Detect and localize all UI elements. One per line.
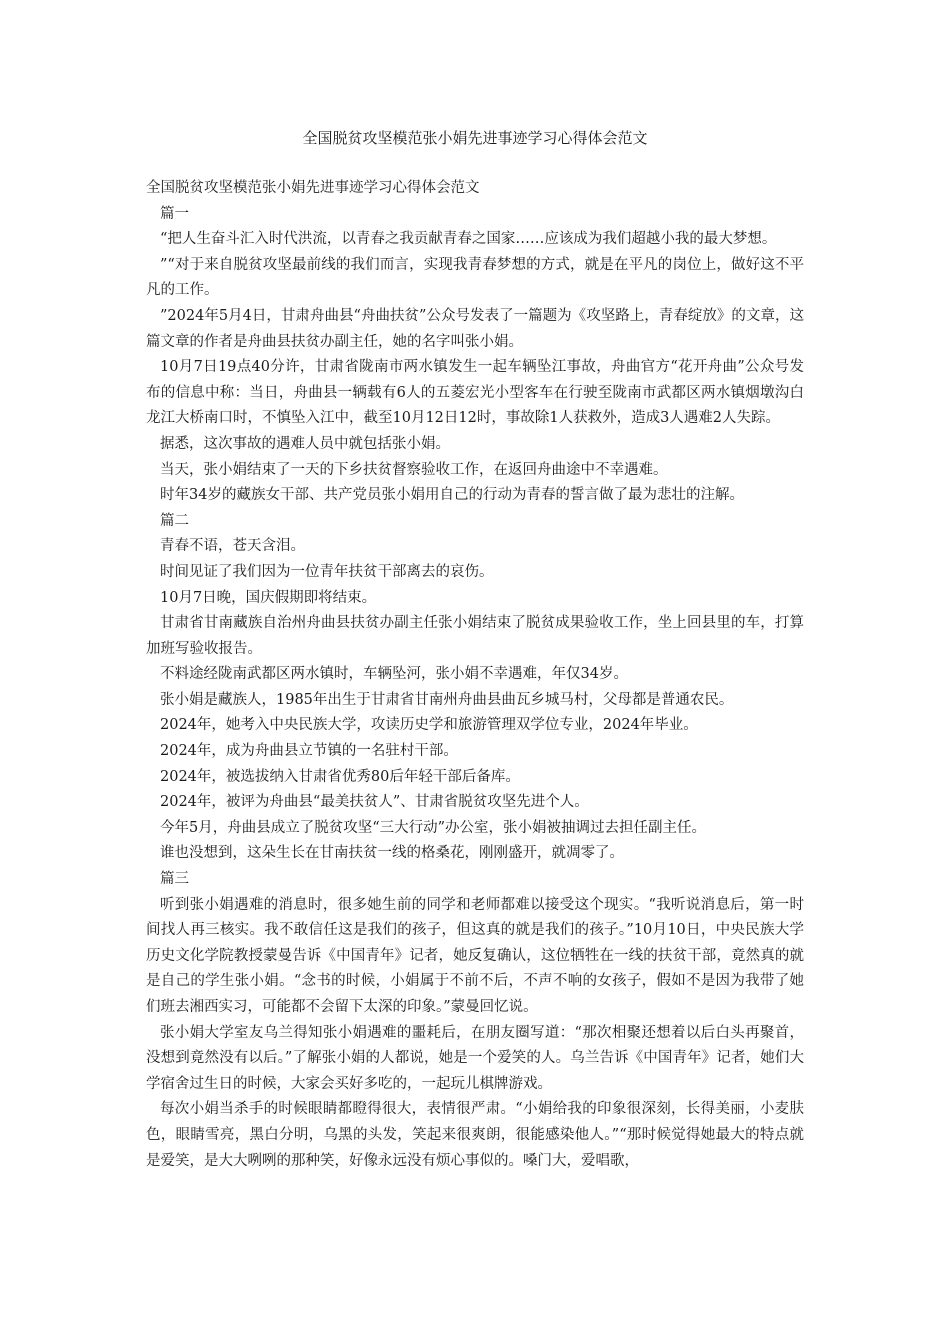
paragraph: 时年34岁的藏族女干部、共产党员张小娟用自己的行动为青春的誓言做了最为悲壮的注解。 [160, 487, 744, 504]
document-title: 全国脱贫攻坚模范张小娟先进事迹学习心得体会范文 [302, 129, 648, 147]
body-heading: 全国脱贫攻坚模范张小娟先进事迹学习心得体会范文 [146, 180, 480, 196]
section-heading: 篇三 [160, 871, 189, 888]
section-heading: 篇二 [160, 512, 189, 529]
paragraph: 张小娟大学室友乌兰得知张小娟遇难的噩耗后，在朋友圈写道：“那次相聚还想着以后白头再聚首，没想到竟然没有以后。”了解张小娟的人都说，她是一个爱笑的人。乌兰告诉《中国青年》记者，她们大学宿舍过生日的时候，大家会买好多吃的，一起玩儿棋牌游戏。 [146, 1024, 804, 1092]
paragraph: 不料途经陇南武都区两水镇时，车辆坠河，张小娟不幸遇难，年仅34岁。 [160, 666, 628, 683]
paragraph: 10月7日晚，国庆假期即将结束。 [160, 589, 377, 606]
paragraph: ”2024年5月4日，甘肃舟曲县“舟曲扶贫”公众号发表了一篇题为《攻坚路上，青春绽放》的文章，这篇文章的作者是舟曲县扶贫办副主任，她的名字叫张小娟。 [146, 307, 804, 350]
paragraph: 今年5月，舟曲县成立了脱贫攻坚“三大行动”办公室，张小娟被抽调过去担任副主任。 [160, 819, 707, 836]
section-heading: 篇一 [160, 205, 189, 222]
paragraph: 2024年，成为舟曲县立节镇的一名驻村干部。 [160, 743, 458, 760]
paragraph: 每次小娟当杀手的时候眼睛都瞪得很大，表情很严肃。“小娟给我的印象很深刻，长得美丽，小麦肤色，眼睛雪亮，黑白分明，乌黑的头发，笑起来很爽朗，很能感染他人。”“那时候觉得她最大的特点就是爱笑，是大大咧咧的那种笑，好像永远没有烦心事似的。嗓门大，爱唱歌， [146, 1101, 804, 1169]
paragraph: 甘肃省甘南藏族自治州舟曲县扶贫办副主任张小娟结束了脱贫成果验收工作，坐上回县里的车，打算加班写验收报告。 [146, 615, 804, 657]
paragraph: “把人生奋斗汇入时代洪流，以青春之我贡献青春之国家……应该成为我们超越小我的最大梦想。 [160, 231, 777, 248]
paragraph: 青春不语，苍天含泪。 [160, 538, 305, 555]
document-body [146, 176, 804, 1174]
paragraph: 当天，张小娟结束了一天的下乡扶贫督察验收工作，在返回舟曲途中不幸遇难。 [160, 461, 668, 478]
paragraph: 据悉，这次事故的遇难人员中就包括张小娟。 [160, 435, 450, 452]
paragraph: 谁也没想到，这朵生长在甘南扶贫一线的格桑花，刚刚盛开，就凋零了。 [160, 845, 624, 862]
paragraph: ”“对于来自脱贫攻坚最前线的我们而言，实现我青春梦想的方式，就是在平凡的岗位上，做好这不平凡的工作。 [146, 256, 804, 299]
paragraph: 听到张小娟遇难的消息时，很多她生前的同学和老师都难以接受这个现实。“我听说消息后，第一时间找人再三核实。我不敢信任这是我们的孩子，但这真的就是我们的孩子。”10月10日，中央民族大学历史文化学院教授蒙曼告诉《中国青年》记者，她反复确认，这位牺牲在一线的扶贫干部，竟然真的就是自己的学生张小娟。“念书的时候，小娟属于不前不后，不声不响的女孩子，假如不是因为我带了她们班去湘西实习，可能都不会留下太深的印象。”蒙曼回忆说。 [146, 896, 804, 1015]
paragraph: 2024年，她考入中央民族大学，攻读历史学和旅游管理双学位专业，2024年毕业。 [160, 717, 698, 734]
paragraph: 2024年，被评为舟曲县“最美扶贫人”、甘肃省脱贫攻坚先进个人。 [160, 794, 589, 811]
paragraph: 时间见证了我们因为一位青年扶贫干部离去的哀伤。 [160, 563, 494, 580]
paragraph: 张小娟是藏族人，1985年出生于甘肃省甘南州舟曲县曲瓦乡城马村，父母都是普通农民。 [160, 691, 734, 708]
paragraph: 2024年，被选拔纳入甘肃省优秀80后年轻干部后备库。 [160, 768, 520, 785]
paragraph: 10月7日19点40分许，甘肃省陇南市两水镇发生一起车辆坠江事故，舟曲官方“花开舟曲”公众号发布的信息中称：当日，舟曲县一辆载有6人的五菱宏光小型客车在行驶至陇南市武都区两水镇烟墩沟白龙江大桥南口时，不慎坠入江中，截至10月12日12时，事故除1人获救外，造成3人遇难2人失踪。 [146, 359, 804, 427]
